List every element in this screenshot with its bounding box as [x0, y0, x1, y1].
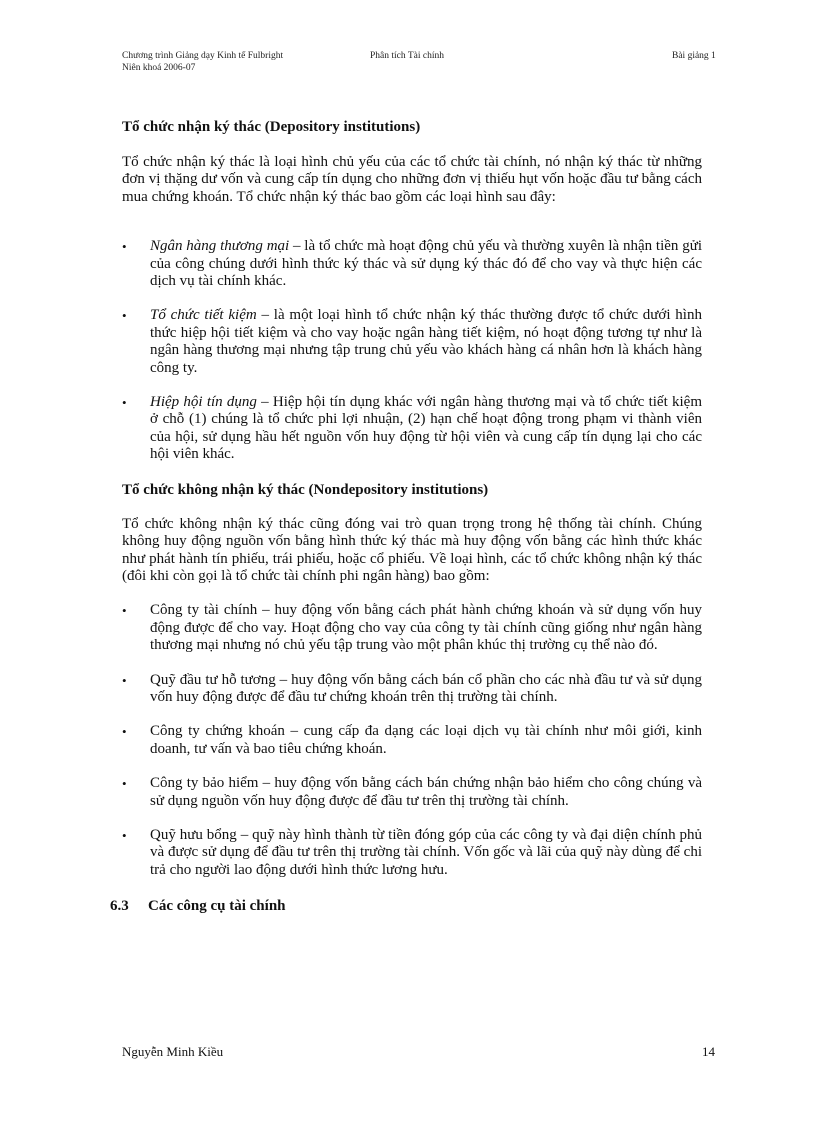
term-desc: – là một loại hình tổ chức nhận ký thác thường được tổ chức dưới hình thức hiệp hội tiết kiệm và cho vay hoặc ngân hàng tiết kiệm, nó hoạt động tương tự như là ngân hàng thương mại nhưng tập trung chủ yếu vào khách hàng cá nhân hơn là khách hàng công ty.	[150, 307, 702, 376]
list-nondepository	[122, 602, 702, 879]
list-item	[122, 672, 702, 707]
bullet-glyph: •	[122, 827, 127, 843]
item-securities-company: Công ty chứng khoán – cung cấp đa dạng các loại dịch vụ tài chính như môi giới, kinh doanh, tư vấn và bao tiêu chứng khoán.	[150, 723, 702, 757]
paragraph-nondepository-intro: Tổ chức không nhận ký thác cũng đóng vai trò quan trọng trong hệ thống tài chính. Chúng không huy động nguồn vốn bằng hình thức ký thác mà huy động vốn bằng các hình thức khác như phát hành tín phiếu, trái phiếu, hoặc cổ phiếu. Về loại hình, các tổ chức không nhận ký thác (đôi khi còn gọi là tổ chức tài chính phi ngân hàng) bao gồm:	[122, 515, 702, 584]
bullet-glyph: •	[122, 395, 127, 411]
header-left	[122, 50, 283, 74]
bullet-glyph: •	[122, 724, 127, 740]
section-heading-depository: Tổ chức nhận ký thác (Depository institutions)	[122, 119, 421, 135]
footer-author: Nguyễn Minh Kiều	[122, 1044, 224, 1059]
footer-page-number: 14	[702, 1044, 715, 1059]
section-heading-6-3	[110, 897, 702, 915]
list-item	[122, 307, 702, 377]
item-pension-fund: Quỹ hưu bổng – quỹ này hình thành từ tiền đóng góp của các công ty và đại diện chính phủ và được sử dụng để đầu tư trên thị trường tài chính. Vốn gốc và lãi của quỹ này dùng để chi trả cho người lao động dưới hình thức lương hưu.	[150, 826, 702, 878]
item-insurance-company: Công ty bảo hiểm – huy động vốn bằng cách bán chứng nhận bảo hiểm cho công chúng và sử dụng nguồn vốn huy động được để đầu tư trên thị trường tài chính.	[150, 775, 702, 809]
header-program: Chương trình Giảng dạy Kinh tế Fulbright	[122, 51, 284, 61]
header-year: Niên khoá 2006-07	[122, 63, 196, 73]
term-credit-union: Hiệp hội tín dụng	[150, 394, 257, 411]
main-content	[110, 118, 702, 915]
term-desc: – là tổ chức mà hoạt động chủ yếu và thường xuyên là nhận tiền gửi của công chúng dưới hình thức ký thác và sử dụng ký thác đó để cho vay và thực hiện các dịch vụ tài chính khác.	[150, 238, 702, 290]
bullet-glyph: •	[122, 672, 127, 688]
list-item	[122, 723, 702, 758]
section-title: Các công cụ tài chính	[148, 898, 286, 915]
bullet-glyph: •	[122, 603, 127, 619]
header-course: Phân tích Tài chính	[370, 51, 444, 61]
section-heading-nondepository: Tổ chức không nhận ký thác (Nondepository institutions)	[122, 481, 489, 498]
header-lecture: Bài giảng 1	[672, 51, 716, 61]
term-savings-institution: Tổ chức tiết kiệm	[150, 307, 257, 324]
list-item	[122, 602, 702, 654]
item-finance-company: Công ty tài chính – huy động vốn bằng cách phát hành chứng khoán và sử dụng vốn huy động được để cho vay. Hoạt động cho vay của công ty tài chính cũng giống như ngân hàng thương mại nhưng nó chủ yếu tập trung vào một phân khúc thị trường cụ thể nào đó.	[150, 602, 702, 654]
list-item	[122, 775, 702, 810]
bullet-glyph: •	[122, 239, 127, 255]
section-number: 6.3	[110, 898, 129, 915]
paragraph-depository-intro: Tổ chức nhận ký thác là loại hình chủ yếu của các tổ chức tài chính, nó nhận ký thác từ những đơn vị thặng dư vốn và cung cấp tín dụng cho những đơn vị thiếu hụt vốn hoặc đầu tư bằng cách mua chứng khoán. Tổ chức nhận ký thác bao gồm các loại hình sau đây:	[122, 154, 702, 205]
term-desc: – Hiệp hội tín dụng khác với ngân hàng thương mại và tổ chức tiết kiệm ở chỗ (1) chúng là tổ chức phi lợi nhuận, (2) hạn chế hoạt động trong phạm vi thành viên của hội, sử dụng hầu hết nguồn vốn huy động từ hội viên và cung cấp tín dụng lại cho các hội viên khác.	[150, 394, 702, 463]
list-item	[122, 394, 702, 464]
bullet-glyph: •	[122, 308, 127, 324]
term-commercial-bank: Ngân hàng thương mại	[150, 238, 290, 255]
item-mutual-fund: Quỹ đầu tư hỗ tương – huy động vốn bằng cách bán cổ phần cho các nhà đầu tư và sử dụng vốn huy động được để đầu tư chứng khoán trên thị trường tài chính.	[150, 671, 702, 705]
list-depository	[122, 238, 702, 463]
list-item	[122, 827, 702, 879]
bullet-glyph: •	[122, 776, 127, 792]
list-item	[122, 238, 702, 290]
